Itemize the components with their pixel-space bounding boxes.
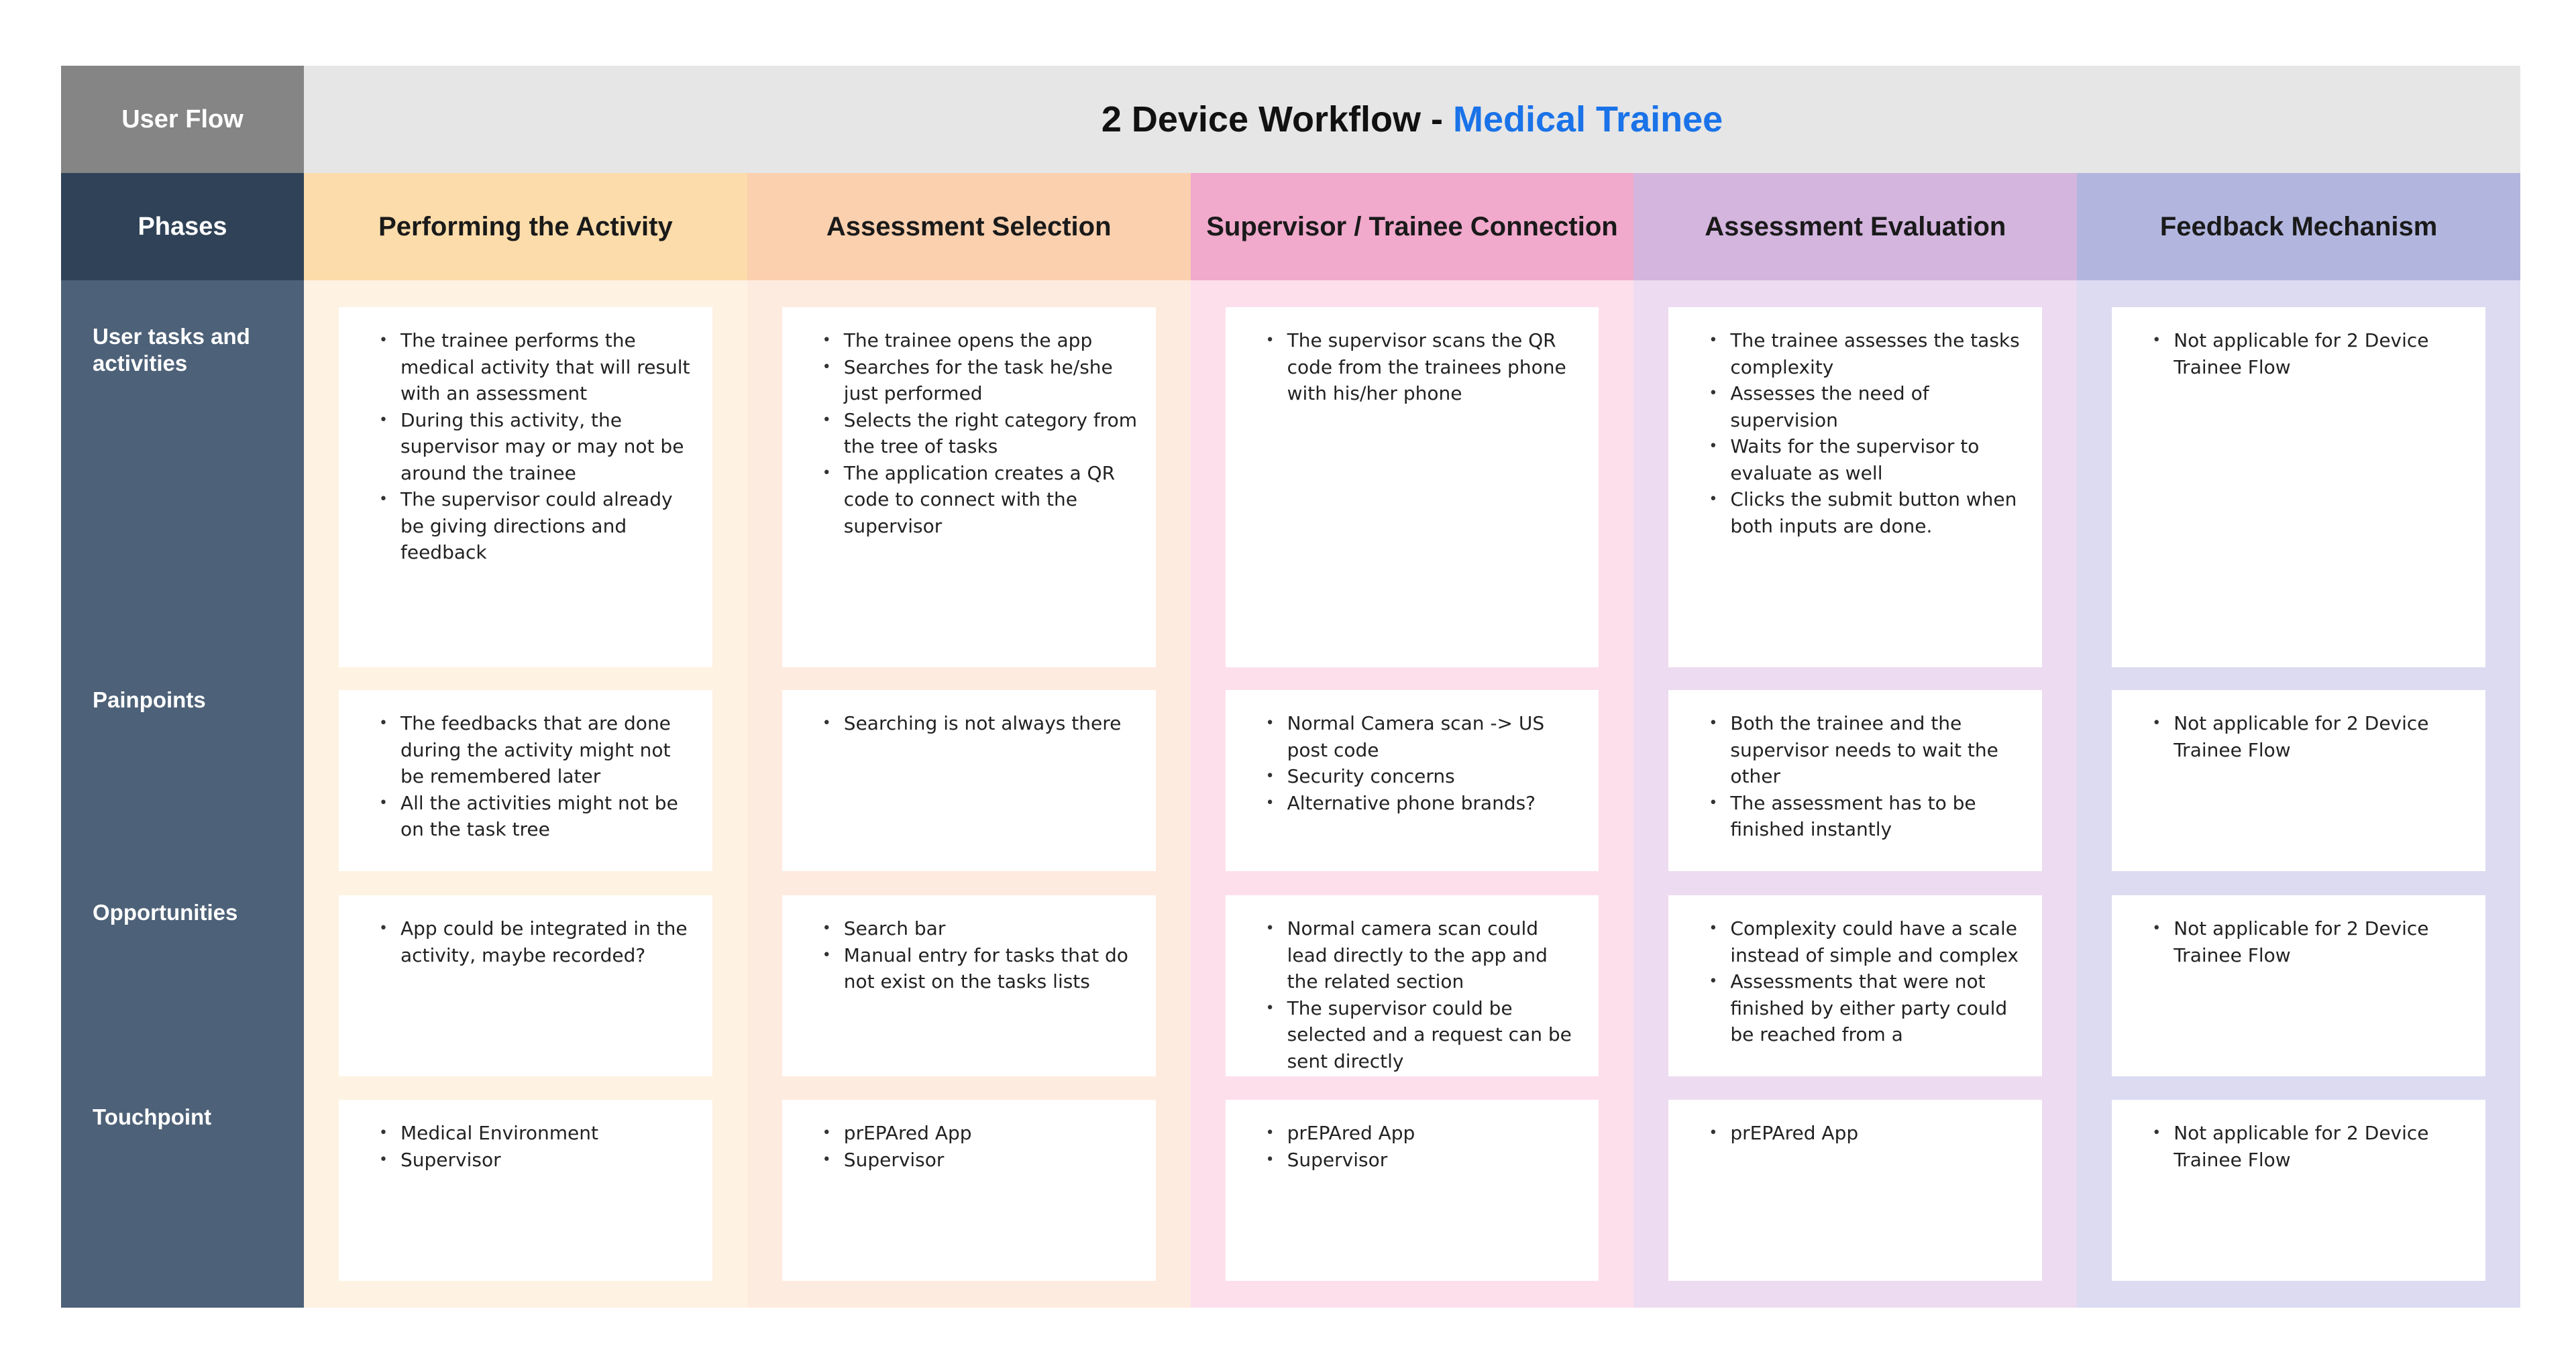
painpoints-card [339, 690, 712, 871]
touchpoint-bullet: • Supervisor [339, 1147, 696, 1174]
touchpoint-bullet: • Supervisor [782, 1147, 1140, 1174]
phase-header-assessment-evaluation: Assessment Evaluation [1633, 173, 2077, 280]
opportunities-list [1226, 915, 1583, 1074]
painpoints-bullet: • All the activities might not be on the task tree [339, 790, 696, 843]
painpoints-bullet: • Security concerns [1226, 763, 1583, 790]
row-label-touchpoint: Touchpoint [93, 1104, 212, 1129]
row-labels-column [61, 280, 304, 1308]
tasks-bullet: • The supervisor scans the QR code from the trainees phone with his/her phone [1226, 327, 1583, 407]
tasks-card [339, 307, 712, 667]
page-title [304, 66, 2520, 173]
tasks-bullet: • The trainee performs the medical activity that will result with an assessment [339, 327, 696, 407]
painpoints-card [1226, 690, 1599, 871]
painpoints-card [2112, 690, 2485, 871]
painpoints-card [1668, 690, 2042, 871]
painpoints-list [1668, 710, 2026, 843]
touchpoint-bullet: • prEPAred App [782, 1120, 1140, 1147]
touchpoint-list [782, 1120, 1140, 1173]
tasks-bullet: • The application creates a QR code to connect with the supervisor [782, 460, 1140, 540]
opportunities-card [1226, 895, 1599, 1076]
opportunities-list [782, 915, 1140, 995]
tasks-card [1668, 307, 2042, 667]
touchpoint-list [1226, 1120, 1583, 1173]
tasks-list [1668, 327, 2026, 539]
opportunities-bullet: • Not applicable for 2 Device Trainee Flow [2112, 915, 2469, 968]
phase-header-performing-activity: Performing the Activity [304, 173, 747, 280]
touchpoint-bullet: • prEPAred App [1226, 1120, 1583, 1147]
tasks-bullet: • During this activity, the supervisor may or may not be around the trainee [339, 407, 696, 487]
title-prefix: 2 Device Workflow - [1101, 99, 1453, 139]
opportunities-bullet: • The supervisor could be selected and a request can be sent directly [1226, 995, 1583, 1075]
opportunities-list [1668, 915, 2026, 1048]
opportunities-bullet: • Normal camera scan could lead directly to the app and the related section [1226, 915, 1583, 995]
tasks-list [339, 327, 696, 566]
phase-column [1633, 280, 2077, 1308]
touchpoint-list [1668, 1120, 2026, 1147]
phase-header-assessment-selection: Assessment Selection [747, 173, 1191, 280]
row-label-opportunities: Opportunities [93, 900, 238, 925]
touchpoint-bullet: • Not applicable for 2 Device Trainee Flow [2112, 1120, 2469, 1173]
painpoints-bullet: • Normal Camera scan -> US post code [1226, 710, 1583, 763]
touchpoint-list [2112, 1120, 2469, 1173]
tasks-bullet: • The trainee opens the app [782, 327, 1140, 354]
tasks-bullet: • Not applicable for 2 Device Trainee Flow [2112, 327, 2469, 380]
tasks-bullet: • The supervisor could already be giving directions and feedback [339, 486, 696, 566]
tasks-bullet: • Selects the right category from the tree of tasks [782, 407, 1140, 460]
opportunities-card [339, 895, 712, 1076]
opportunities-card [2112, 895, 2485, 1076]
phase-column [747, 280, 1191, 1308]
touchpoint-bullet: • prEPAred App [1668, 1120, 2026, 1147]
opportunities-list [339, 915, 696, 968]
touchpoint-card [2112, 1100, 2485, 1281]
opportunities-bullet: • Assessments that were not finished by either party could be reached from a [1668, 968, 2026, 1048]
phase-column [304, 280, 747, 1308]
touchpoint-bullet: • Supervisor [1226, 1147, 1583, 1174]
tasks-bullet: • The trainee assesses the tasks complexity [1668, 327, 2026, 380]
opportunities-bullet: • Search bar [782, 915, 1140, 942]
painpoints-list [339, 710, 696, 843]
painpoints-bullet: • Not applicable for 2 Device Trainee Flow [2112, 710, 2469, 763]
painpoints-bullet: • Searching is not always there [782, 710, 1140, 737]
painpoints-card [782, 690, 1156, 871]
touchpoint-list [339, 1120, 696, 1173]
tasks-bullet: • Clicks the submit button when both inputs are done. [1668, 486, 2026, 539]
touchpoint-bullet: • Medical Environment [339, 1120, 696, 1147]
painpoints-bullet: • Both the trainee and the supervisor needs to wait the other [1668, 710, 2026, 790]
tasks-bullet: • Waits for the supervisor to evaluate as well [1668, 433, 2026, 486]
painpoints-list [1226, 710, 1583, 816]
painpoints-list [2112, 710, 2469, 763]
painpoints-bullet: • Alternative phone brands? [1226, 790, 1583, 817]
row-label-tasks: User tasks and activities [93, 324, 250, 376]
phase-header-supervisor-trainee-connection: Supervisor / Trainee Connection [1191, 173, 1634, 280]
painpoints-bullet: • The feedbacks that are done during the activity might not be remembered later [339, 710, 696, 790]
tasks-card [782, 307, 1156, 667]
tasks-card [2112, 307, 2485, 667]
opportunities-list [2112, 915, 2469, 968]
phase-header-feedback-mechanism: Feedback Mechanism [2077, 173, 2520, 280]
journey-map [61, 66, 2520, 1308]
phase-column [2077, 280, 2520, 1308]
opportunities-card [782, 895, 1156, 1076]
tasks-card [1226, 307, 1599, 667]
phase-column [1191, 280, 1634, 1308]
phases-label: Phases [61, 173, 304, 280]
painpoints-bullet: • The assessment has to be finished instantly [1668, 790, 2026, 843]
tasks-bullet: • Assesses the need of supervision [1668, 380, 2026, 433]
painpoints-list [782, 710, 1140, 737]
opportunities-bullet: • Complexity could have a scale instead of simple and complex [1668, 915, 2026, 968]
opportunities-bullet: • App could be integrated in the activity, maybe recorded? [339, 915, 696, 968]
title-accent: Medical Trainee [1452, 99, 1723, 139]
user-flow-label: User Flow [61, 66, 304, 173]
touchpoint-card [782, 1100, 1156, 1281]
touchpoint-card [1668, 1100, 2042, 1281]
touchpoint-card [1226, 1100, 1599, 1281]
tasks-bullet: • Searches for the task he/she just performed [782, 354, 1140, 407]
touchpoint-card [339, 1100, 712, 1281]
opportunities-card [1668, 895, 2042, 1076]
row-label-painpoints: Painpoints [93, 687, 206, 712]
tasks-list [782, 327, 1140, 539]
tasks-list [2112, 327, 2469, 380]
opportunities-bullet: • Manual entry for tasks that do not exist on the tasks lists [782, 942, 1140, 995]
tasks-list [1226, 327, 1583, 407]
